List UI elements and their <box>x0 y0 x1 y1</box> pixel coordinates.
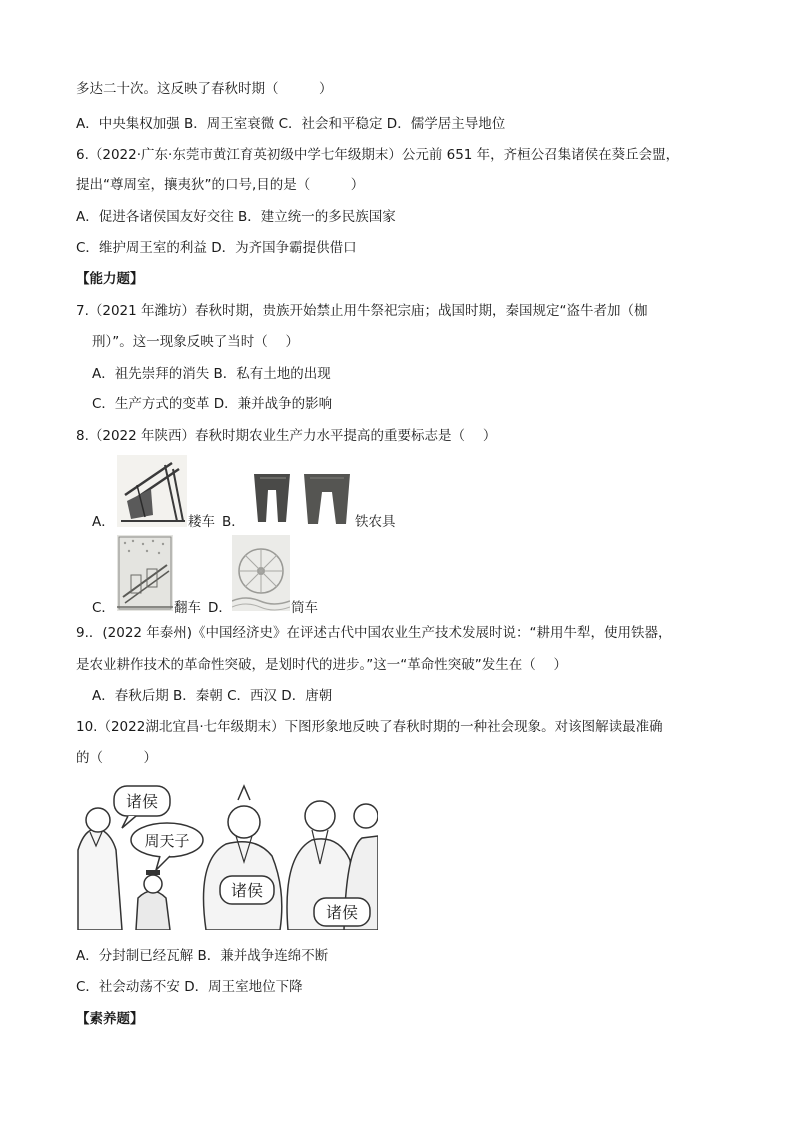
q8-option-c-label: 翻车 <box>174 600 201 616</box>
q10-stem-1: 10.（2022湖北宜昌·七年级期末）下图形象地反映了春秋时期的一种社会现象。对该图解读最准确 <box>76 719 663 735</box>
iron-tools-image <box>246 470 354 528</box>
bubble-bottom-mid-text: 诸侯 <box>230 883 264 900</box>
q7-options-ab: A．祖先崇拜的消失 B．私有土地的出现 <box>92 366 331 382</box>
q7-stem-1: 7.（2021 年潍坊）春秋时期，贵族开始禁止用牛祭祀宗庙；战国时期，秦国规定“盗牛者加（枷 <box>76 303 648 319</box>
square-pallet-chain-pump-image <box>117 535 173 611</box>
bubble-top-text: 诸侯 <box>125 794 159 811</box>
q9-options: A．春秋后期 B．秦朝 C．西汉 D．唐朝 <box>92 688 333 704</box>
q6-options-ab: A．促进各诸侯国友好交往 B．建立统一的多民族国家 <box>76 209 396 225</box>
q6-options-cd: C．维护周王室的利益 D．为齐国争霸提供借口 <box>76 240 357 256</box>
q5-options: A．中央集权加强 B．周王室衰微 C．社会和平稳定 D．儒学居主导地位 <box>76 116 506 132</box>
q8-option-b-prefix: B． <box>222 514 245 530</box>
q8-option-d-label: 筒车 <box>291 600 318 616</box>
q7-options-cd: C．生产方式的变革 D．兼并战争的影响 <box>92 396 333 412</box>
bubble-bottom-right-text: 诸侯 <box>325 905 359 922</box>
q7-stem-2: 刑）”。这一现象反映了当时（ ） <box>92 334 300 350</box>
plough-cart-image <box>117 455 187 527</box>
section-heading-ability: 【能力题】 <box>76 271 144 287</box>
q9-stem-1: 9.．(2022 年泰州)《中国经济史》在评述古代中国农业生产技术发展时说：“耕用牛犁，使用铁器， <box>76 625 672 641</box>
q10-stem-2: 的（ ） <box>76 750 157 766</box>
q10-options-ab: A．分封制已经瓦解 B．兼并战争连绵不断 <box>76 948 329 964</box>
q8-stem: 8.（2022 年陕西）春秋时期农业生产力水平提高的重要标志是（ ） <box>76 428 497 444</box>
q8-option-d-prefix: D． <box>208 600 232 616</box>
q9-stem-2: 是农业耕作技术的革命性突破，是划时代的进步。”这一“革命性突破”发生在（ ） <box>76 657 568 673</box>
section-heading-literacy: 【素养题】 <box>76 1011 144 1027</box>
q6-stem-1: 6.（2022·广东·东莞市黄江育英初级中学七年级期末）公元前 651 年，齐桓公召集诸侯在葵丘会盟， <box>76 147 680 163</box>
q8-option-c-prefix: C． <box>92 600 115 616</box>
q8-option-b-label: 铁农具 <box>355 514 396 530</box>
feudal-lords-cartoon <box>76 780 378 930</box>
text-line-1: 多达二十次。这反映了春秋时期（ ） <box>76 81 333 97</box>
tube-water-wheel-image <box>232 535 290 611</box>
q8-option-a-prefix: A． <box>92 514 115 530</box>
q6-stem-2: 提出“尊周室，攘夷狄”的口号,目的是（ ） <box>76 177 365 193</box>
q8-option-a-label: 耧车 <box>188 514 215 530</box>
q10-options-cd: C．社会动荡不安 D．周王室地位下降 <box>76 979 303 995</box>
bubble-center-text: 周天子 <box>144 833 190 850</box>
